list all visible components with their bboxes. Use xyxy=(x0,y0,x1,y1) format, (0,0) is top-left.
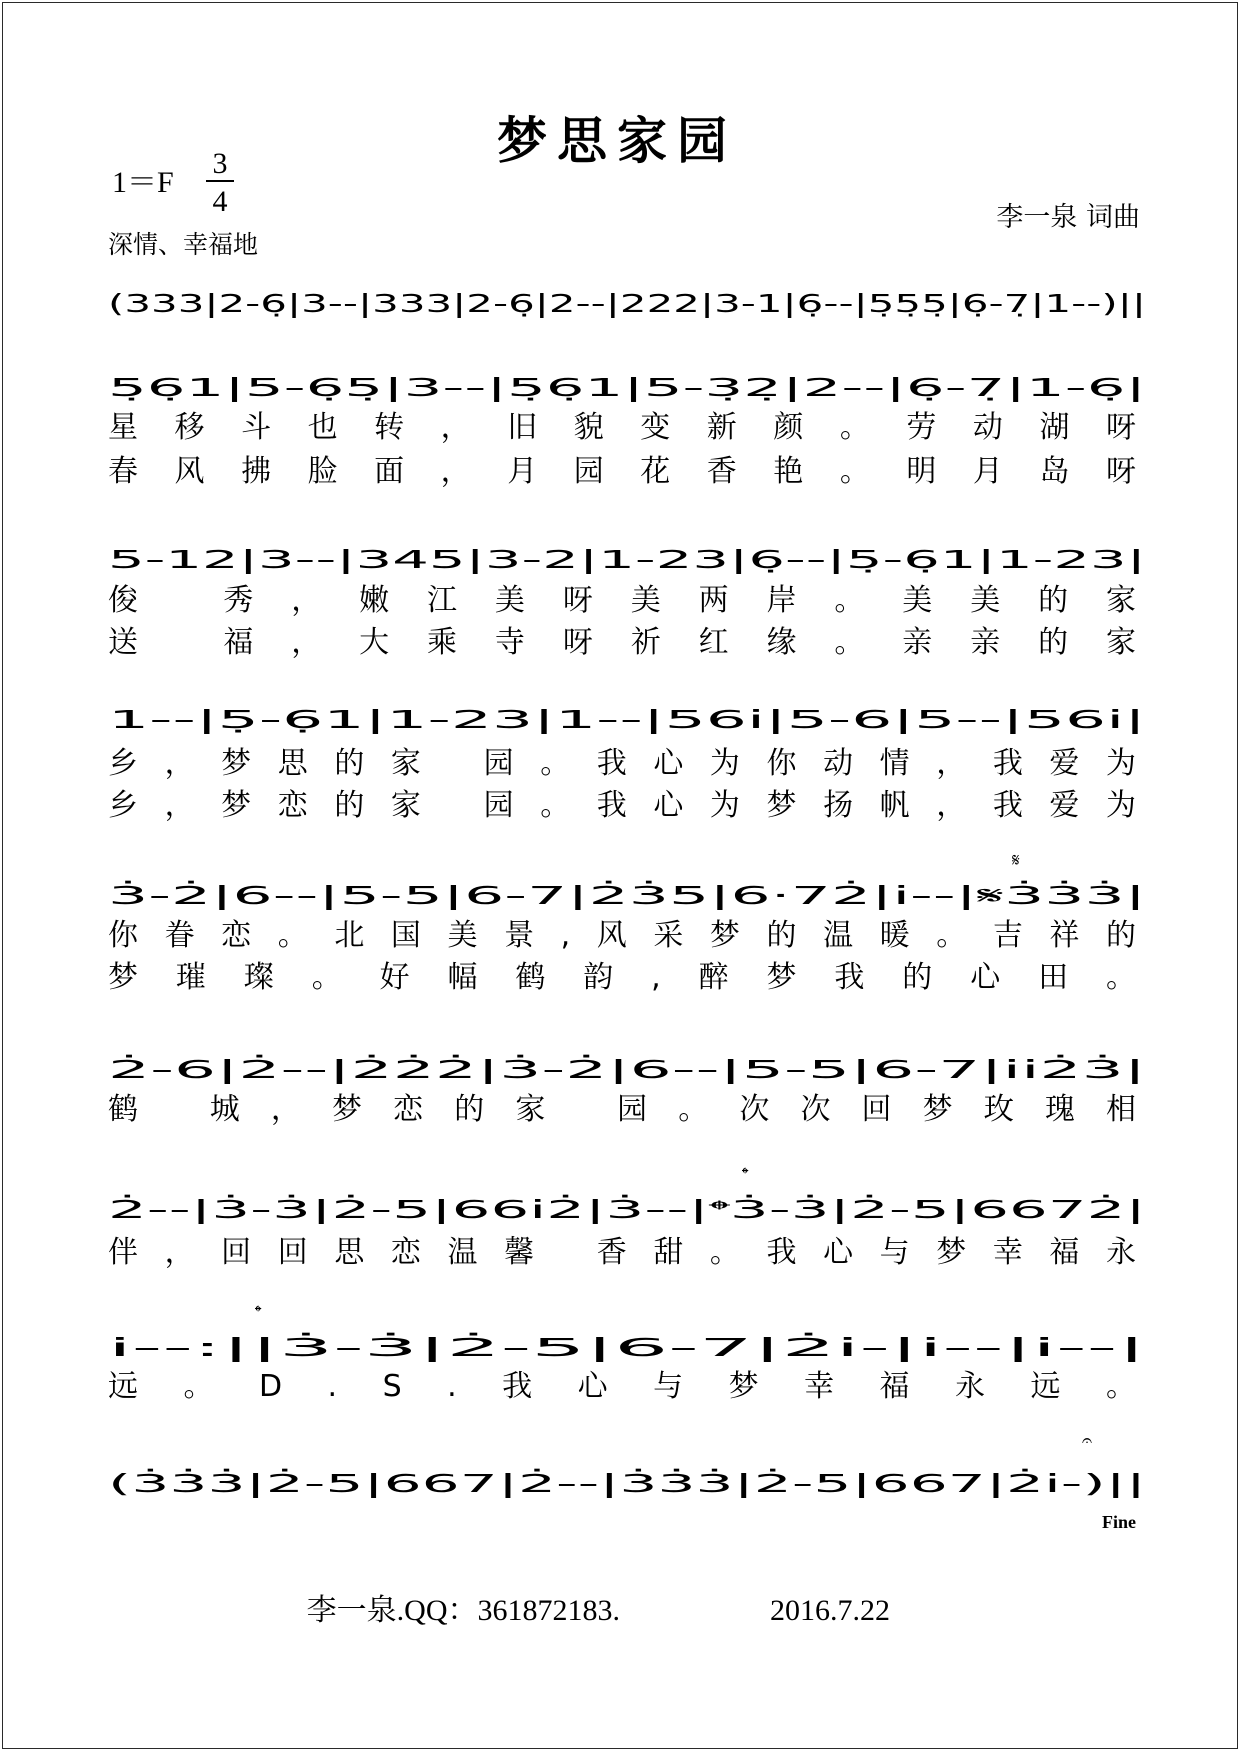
song-title: 梦思家园 xyxy=(497,111,737,170)
lyric-line: 星移斗也转，旧貌变新颜。劳动湖呀 xyxy=(108,410,1136,445)
notation-line: 2̇--|3̇-3̇|2̇-5|66i2̇|3̇--|𝄌3̇-3̇|2̇-5|6672̇| xyxy=(108,1195,1146,1224)
lyric-line: 梦璀璨。好幅鹤韵,醉梦我的心田。 xyxy=(108,960,1136,995)
notation-line: 5-12|3--|345|3-2|1-23|6̣--|5̣-6̣1|1-23| xyxy=(108,545,1146,574)
score-systems xyxy=(108,289,1146,1532)
notation-line: i--:||3̇-3̇|2̇-5|6-7|2̇i-|i--|i--| xyxy=(108,1333,1146,1362)
notation-line: (333|2-6̣|3--|333|2-6̣|2--|222|3-1|6̣--|5̣5̣5̣|6̣-7̣|1--)|| xyxy=(108,289,1146,318)
lyric-line: 伴，回回思恋温馨 香甜。我心与梦幸福永 xyxy=(108,1235,1136,1270)
notation-line: 2̇-6|2̇--|2̇2̇2̇|3̇-2̇|6--|5-5|6-7|ii2̇3̇| xyxy=(108,1055,1146,1084)
fine-mark: Fine xyxy=(1102,1512,1136,1532)
time-signature-unit: 4 xyxy=(212,185,228,218)
lyric-line: 春风拂脸面，月园花香艳。明月岛呀 xyxy=(108,454,1136,489)
notation-line: (3̇3̇3̇|2̇-5|667|2̇--|3̇3̇3̇|2̇-5|667|2̇i-)|| xyxy=(108,1469,1146,1498)
time-signature-beats: 3 xyxy=(212,147,228,180)
notation-line: 1--|5̣-6̣1|1-23|1--|56i|5-6|5--|56i| xyxy=(108,705,1146,734)
footer-contact: 李一泉.QQ：361872183. xyxy=(306,1594,620,1627)
coda-mark-lower: 𝄌 xyxy=(255,1302,262,1323)
notation-line: 3̇-2̇|6--|5-5|6-7|2̇3̇5|6·72̇|i--|𝄋3̇3̇3̇| xyxy=(108,881,1146,910)
lyric-line: 送 福，大乘寺呀祈红缘。亲亲的家 xyxy=(108,625,1136,660)
coda-mark-upper: 𝄌 xyxy=(742,1164,749,1185)
lyric-line: 你眷恋。北国美景,风采梦的温暖。吉祥的 xyxy=(108,918,1136,953)
expression-marking: 深情、幸福地 xyxy=(108,230,259,259)
footer-date: 2016.7.22 xyxy=(770,1594,890,1627)
author-credit: 李一泉 词曲 xyxy=(996,202,1140,233)
lyric-line: 远。D.S.我心与梦幸福永远。 xyxy=(108,1369,1136,1404)
fermata-mark: 𝄐 xyxy=(1082,1430,1093,1451)
key-signature: 1＝F xyxy=(112,166,174,199)
lyric-line: 乡，梦思的家 园。我心为你动情，我爱为 xyxy=(108,746,1136,781)
notation-line: 5̣6̣1|5-6̣5̣|3--|5̣6̣1|5-3̣2̣|2--|6̣-7̣|1-6̣| xyxy=(108,373,1146,402)
lyric-line: 俊 秀，嫩江美呀美两岸。美美的家 xyxy=(108,583,1136,618)
lyric-line: 乡，梦恋的家 园。我心为梦扬帆，我爱为 xyxy=(108,788,1136,823)
segno-mark: 𝄋 xyxy=(1012,850,1020,871)
lyric-line: 鹤 城，梦恋的家 园。次次回梦玫瑰相 xyxy=(108,1092,1136,1127)
